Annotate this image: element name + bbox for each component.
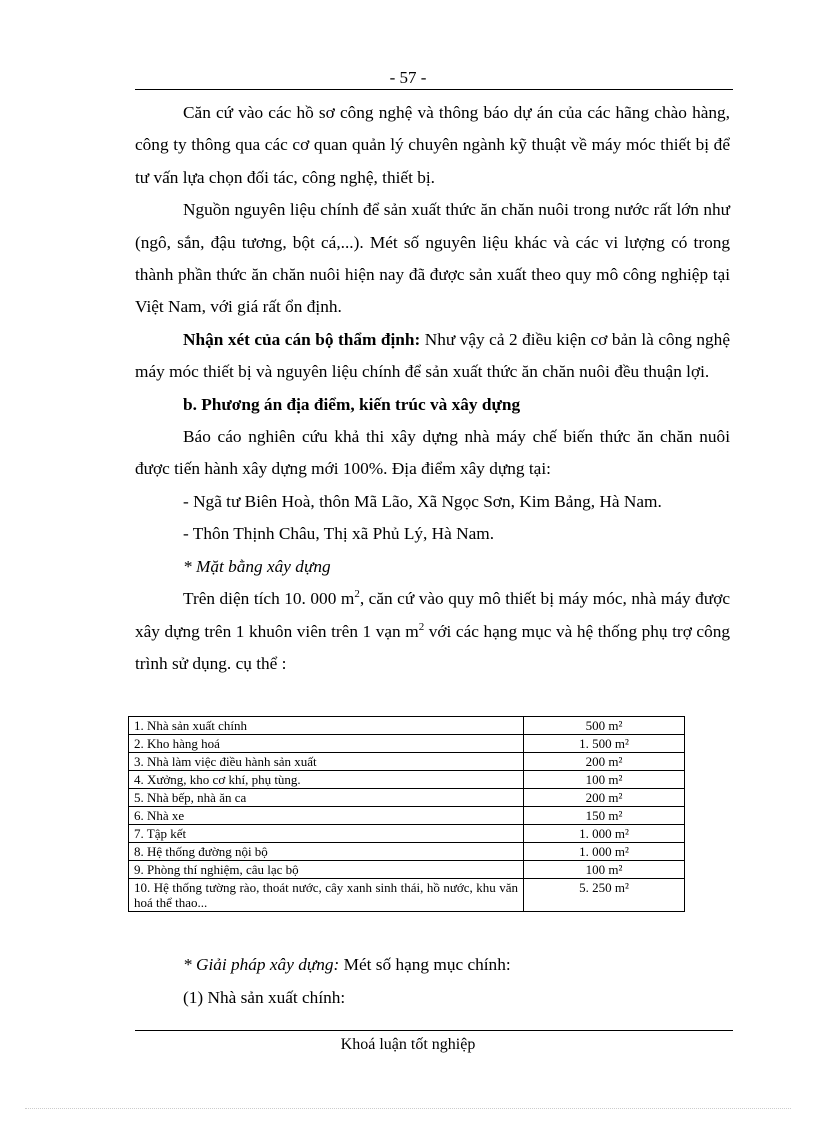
- table-row: [129, 717, 685, 735]
- area-cell: 150 m²: [524, 807, 685, 825]
- area-cell: 100 m²: [524, 771, 685, 789]
- appraiser-comment-text: Như vậy cả 2 điều kiện cơ bản là công nghệ máy móc thiết bị và nguyên liệu chính để sản xuất thức ăn chăn nuôi đều thuận lợi.: [135, 329, 730, 382]
- paragraph-technology-sources: Căn cứ vào các hồ sơ công nghệ và thông báo dự án của các hãng chào hàng, công ty thông qua các cơ quan quản lý chuyên ngành kỹ thuật về máy móc thiết bị để tư vấn lựa chọn đối tác, công nghệ, thiết bị.: [135, 103, 730, 187]
- item-cell: 1. Nhà sản xuất chính: [129, 717, 524, 735]
- paragraph-feasibility-report: Báo cáo nghiên cứu khả thi xây dựng nhà máy chế biến thức ăn chăn nuôi được tiến hành xây dựng mới 100%. Địa điểm xây dựng tại:: [135, 427, 730, 479]
- table-row: [129, 825, 685, 843]
- item-cell: 2. Kho hàng hoá: [129, 735, 524, 753]
- header-rule: [135, 89, 733, 90]
- footer-rule: [135, 1030, 733, 1031]
- area-cell: 200 m²: [524, 753, 685, 771]
- main-production-building-item: (1) Nhà sản xuất chính:: [183, 988, 346, 1007]
- table-row: [129, 789, 685, 807]
- item-cell: 9. Phòng thí nghiệm, câu lạc bộ: [129, 861, 524, 879]
- table-row: [129, 807, 685, 825]
- location-item-2: - Thôn Thịnh Châu, Thị xã Phủ Lý, Hà Nam.: [183, 524, 495, 544]
- item-cell: 6. Nhà xe: [129, 807, 524, 825]
- page-number: - 57 -: [389, 68, 427, 87]
- area-cell: 200 m²: [524, 789, 685, 807]
- item-cell: 8. Hệ thống đường nội bộ: [129, 843, 524, 861]
- area-cell: 5. 250 m²: [524, 879, 685, 912]
- site-area-text-c: với các hạng mục và hệ thống phụ trợ công trình sử dụng. cụ thể :: [135, 621, 730, 673]
- area-cell: 1. 000 m²: [524, 825, 685, 843]
- site-plan-heading: * Mặt bằng xây dựng: [183, 556, 331, 576]
- paragraph-raw-materials: Nguồn nguyên liệu chính để sản xuất thức ăn chăn nuôi trong nước rất lớn như (ngô, sắn, đậu tương, bột cá,...). Mét số nguyên liệu khác và các vi lượng có trong thành phần thức ăn chăn nuôi hiện nay đã được sản xuất theo quy mô công nghiệp tại Việt Nam, với giá rất ổn định.: [135, 200, 730, 317]
- table-row: [129, 861, 685, 879]
- construction-solution-text: Mét số hạng mục chính:: [339, 955, 511, 974]
- site-area-text-b: , căn cứ vào quy mô thiết bị máy móc, nhà máy được xây dựng trên 1 khuôn viên trên 1 vạn m: [135, 589, 731, 641]
- area-cell: 1. 000 m²: [524, 843, 685, 861]
- page-bottom-dotted-line: [25, 1108, 791, 1109]
- after-table-section: [135, 948, 730, 1014]
- paragraph-site-area: [135, 583, 730, 680]
- location-item-1: - Ngã tư Biên Hoà, thôn Mã Lão, Xã Ngọc Sơn, Kim Bảng, Hà Nam.: [183, 491, 662, 511]
- table-row: [129, 843, 685, 861]
- document-body: [135, 97, 730, 680]
- section-b-heading: b. Phương án địa điểm, kiến trúc và xây dựng: [183, 394, 521, 414]
- area-cell: 1. 500 m²: [524, 735, 685, 753]
- area-cell: 500 m²: [524, 717, 685, 735]
- footer-text: Khoá luận tốt nghiệp: [340, 1036, 476, 1053]
- site-area-sup-2: 2: [418, 620, 425, 633]
- table-row: [129, 879, 685, 912]
- paragraph-appraiser-comment: [135, 324, 730, 389]
- site-area-sup-1: 2: [354, 588, 360, 601]
- item-cell: 7. Tập kết: [129, 825, 524, 843]
- construction-items-table: [128, 716, 685, 912]
- construction-solution-line: [135, 948, 730, 981]
- site-area-text-a: Trên diện tích 10. 000 m: [183, 589, 355, 609]
- area-cell: 100 m²: [524, 861, 685, 879]
- table-row: [129, 771, 685, 789]
- table-row: [129, 735, 685, 753]
- item-cell: 3. Nhà làm việc điều hành sản xuất: [129, 753, 524, 771]
- item-cell: 5. Nhà bếp, nhà ăn ca: [129, 789, 524, 807]
- item-cell: 4. Xưởng, kho cơ khí, phụ tùng.: [129, 771, 524, 789]
- table-row: [129, 753, 685, 771]
- construction-solution-label: * Giải pháp xây dựng:: [183, 955, 340, 974]
- item-cell: 10. Hệ thống tường rào, thoát nước, cây xanh sinh thái, hồ nước, khu văn hoá thể thao...: [129, 879, 524, 912]
- appraiser-comment-label: Nhận xét của cán bộ thẩm định:: [183, 329, 421, 349]
